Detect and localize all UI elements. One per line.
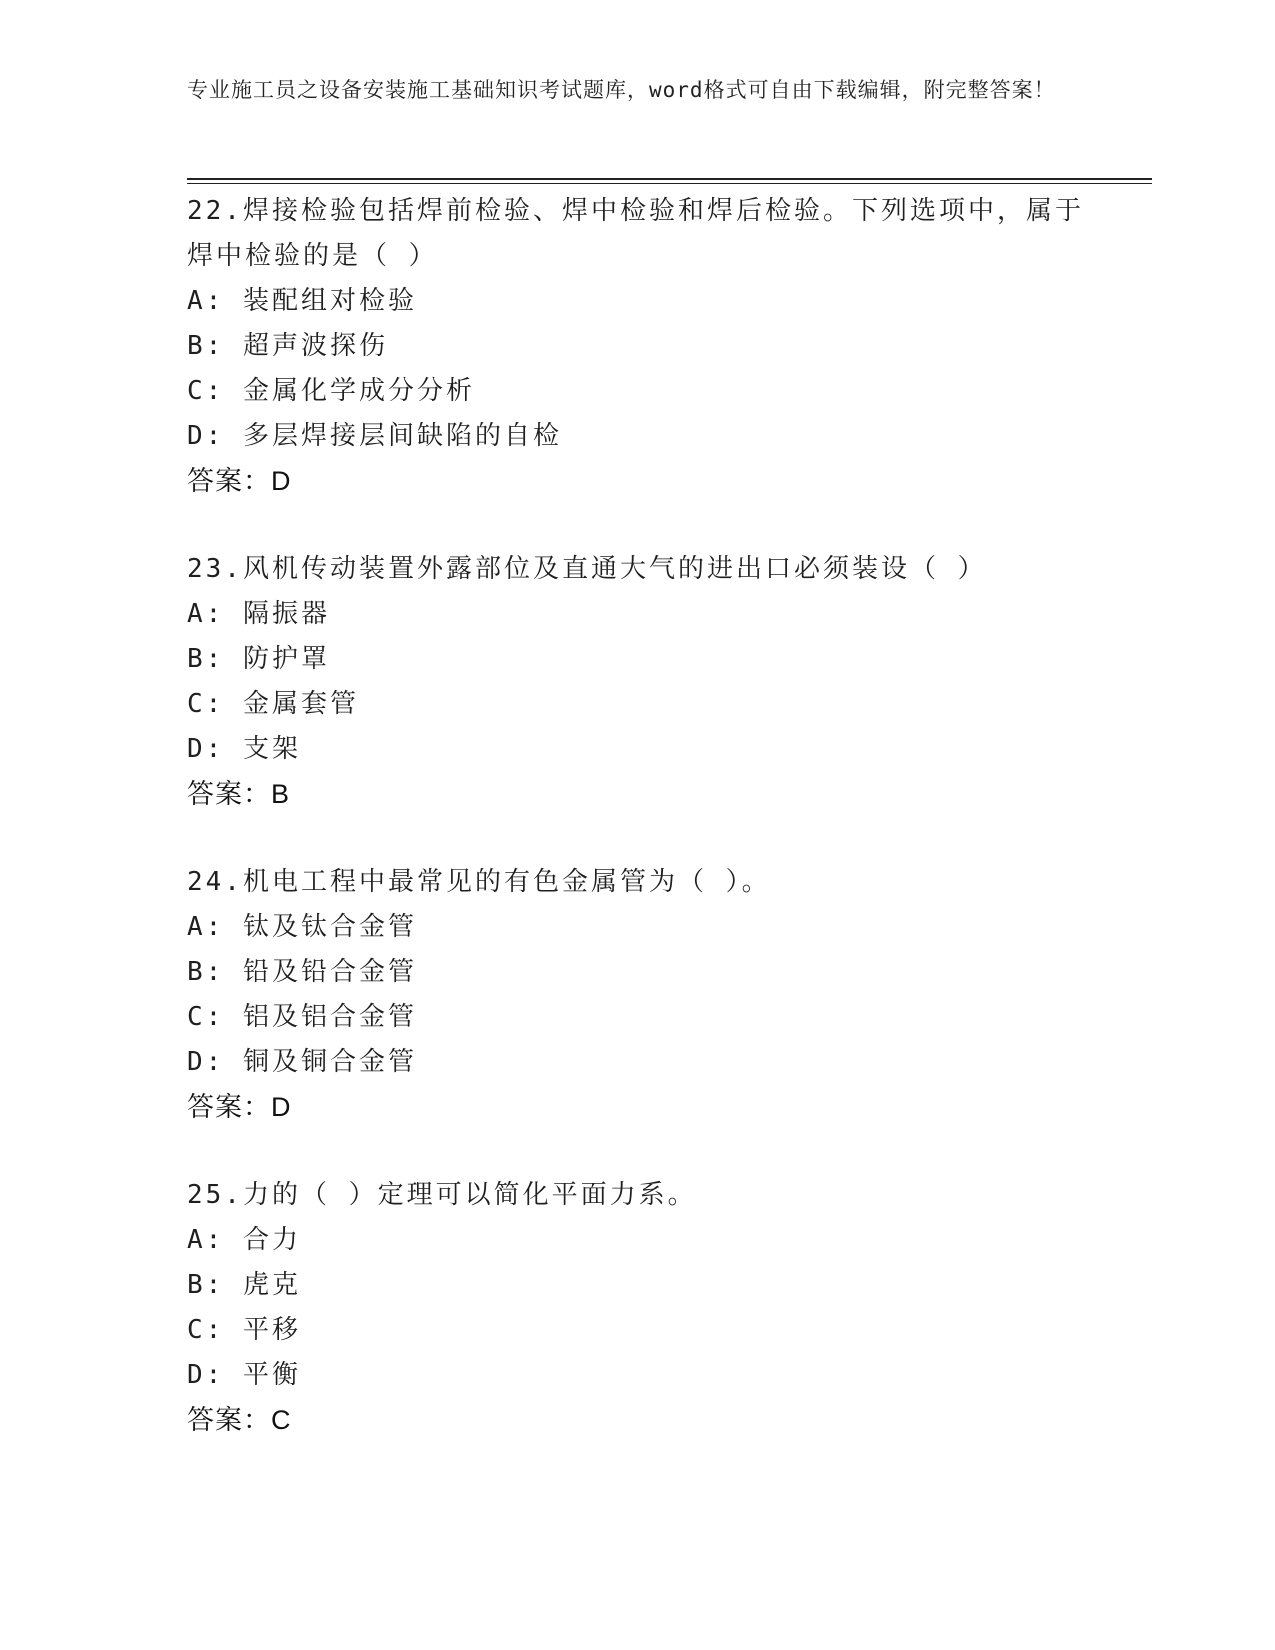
question-22 <box>187 187 1107 504</box>
question-spacer <box>187 817 1107 858</box>
option-a: A: 装配组对检验 <box>187 286 417 316</box>
option-b: B: 防护罩 <box>187 644 330 674</box>
option-a: A: 隔振器 <box>187 599 330 629</box>
answer-line: 答案：D <box>187 1092 292 1122</box>
header-divider-thin <box>187 183 1152 184</box>
option-a: A: 钛及钛合金管 <box>187 912 417 942</box>
question-stem: 25.力的（ ）定理可以简化平面力系。 <box>187 1180 697 1210</box>
answer-line: 答案：D <box>187 466 292 496</box>
question-23 <box>187 545 1107 817</box>
question-list <box>187 187 1107 1443</box>
option-d: D: 平衡 <box>187 1360 301 1390</box>
answer-line: 答案：C <box>187 1405 292 1435</box>
option-d: D: 支架 <box>187 734 301 764</box>
header-divider-thick <box>187 178 1152 180</box>
option-a: A: 合力 <box>187 1225 301 1255</box>
option-c: C: 金属化学成分分析 <box>187 376 475 406</box>
document-header: 专业施工员之设备安装施工基础知识考试题库，word格式可自由下载编辑，附完整答案！ <box>187 78 1056 102</box>
option-b: B: 铅及铅合金管 <box>187 957 417 987</box>
question-24 <box>187 858 1107 1130</box>
option-c: C: 平移 <box>187 1315 301 1345</box>
option-b: B: 虎克 <box>187 1270 301 1300</box>
question-stem: 22.焊接检验包括焊前检验、焊中检验和焊后检验。下列选项中，属于焊中检验的是（ ） <box>187 196 1084 271</box>
question-spacer <box>187 1130 1107 1171</box>
question-stem: 24.机电工程中最常见的有色金属管为（ ）。 <box>187 867 771 897</box>
option-d: D: 多层焊接层间缺陷的自检 <box>187 421 562 451</box>
question-stem: 23.风机传动装置外露部位及直通大气的进出口必须装设（ ） <box>187 554 987 584</box>
option-b: B: 超声波探伤 <box>187 331 388 361</box>
option-c: C: 金属套管 <box>187 689 359 719</box>
question-spacer <box>187 504 1107 545</box>
option-c: C: 铝及铝合金管 <box>187 1002 417 1032</box>
option-d: D: 铜及铜合金管 <box>187 1047 417 1077</box>
question-25 <box>187 1171 1107 1443</box>
answer-line: 答案：B <box>187 779 291 809</box>
